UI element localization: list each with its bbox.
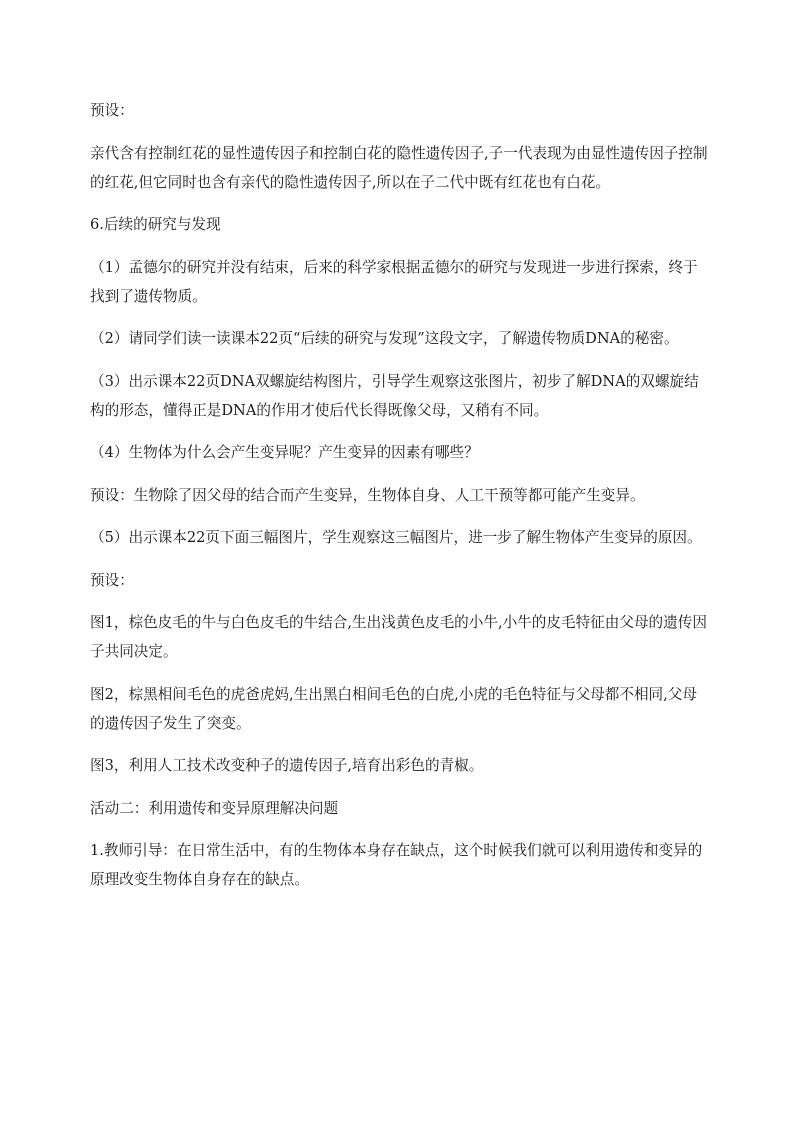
figure-note: 图1，棕色皮毛的牛与白色皮毛的牛结合,生出浅黄色皮毛的小牛,小牛的皮毛特征由父母的遗传因子共同决定。 — [90, 614, 707, 660]
preset-answer-paragraph: 预设：生物除了因父母的结合而产生变异，生物体自身、人工干预等都可能产生变异。 — [90, 486, 645, 504]
figure-note: 图2，棕黑相间毛色的虎爸虎妈,生出黑白相间毛色的白虎,小虎的毛色特征与父母都不相同,父母的遗传因子发生了突变。 — [90, 685, 697, 732]
figure-note: 图3，利用人工技术改变种子的遗传因子,培育出彩色的青椒。 — [90, 757, 484, 774]
preset-answer-paragraph: 亲代含有控制红花的显性遗传因子和控制白花的隐性遗传因子,子一代表现为由显性遗传因子控制的红花,但它同时也含有亲代的隐性遗传因子,所以在子二代中既有红花也有白花。 — [90, 144, 708, 191]
teacher-guide-paragraph: 1.教师引导：在日常生活中，有的生物体本身存在缺点，这个时候我们就可以利用遗传和变异的原理改变生物体自身存在的缺点。 — [90, 842, 703, 888]
document-page — [90, 96, 710, 908]
activity-heading: 活动二：利用遗传和变异原理解决问题 — [90, 799, 339, 817]
list-item: （2）请同学们读一读课本22页“后续的研究与发现”这段文字，了解遗传物质DNA的秘密。 — [90, 330, 679, 347]
section-heading: 6.后续的研究与发现 — [90, 216, 221, 233]
preset-label: 预设： — [90, 102, 134, 119]
list-item: （3）出示课本22页DNA双螺旋结构图片，引导学生观察这张图片，初步了解DNA的双螺旋结构的形态，懂得正是DNA的作用才使后代长得既像父母，又稍有不同。 — [90, 372, 699, 419]
list-item: （4）生物体为什么会产生变异呢？产生变异的因素有哪些？ — [90, 444, 479, 461]
list-item: （5）出示课本22页下面三幅图片，学生观察这三幅图片，进一步了解生物体产生变异的原因。 — [90, 529, 702, 546]
list-item: （1）孟德尔的研究并没有结束，后来的科学家根据孟德尔的研究与发现进一步进行探索，终于找到了遗传物质。 — [90, 258, 698, 305]
preset-label: 预设： — [90, 571, 134, 589]
